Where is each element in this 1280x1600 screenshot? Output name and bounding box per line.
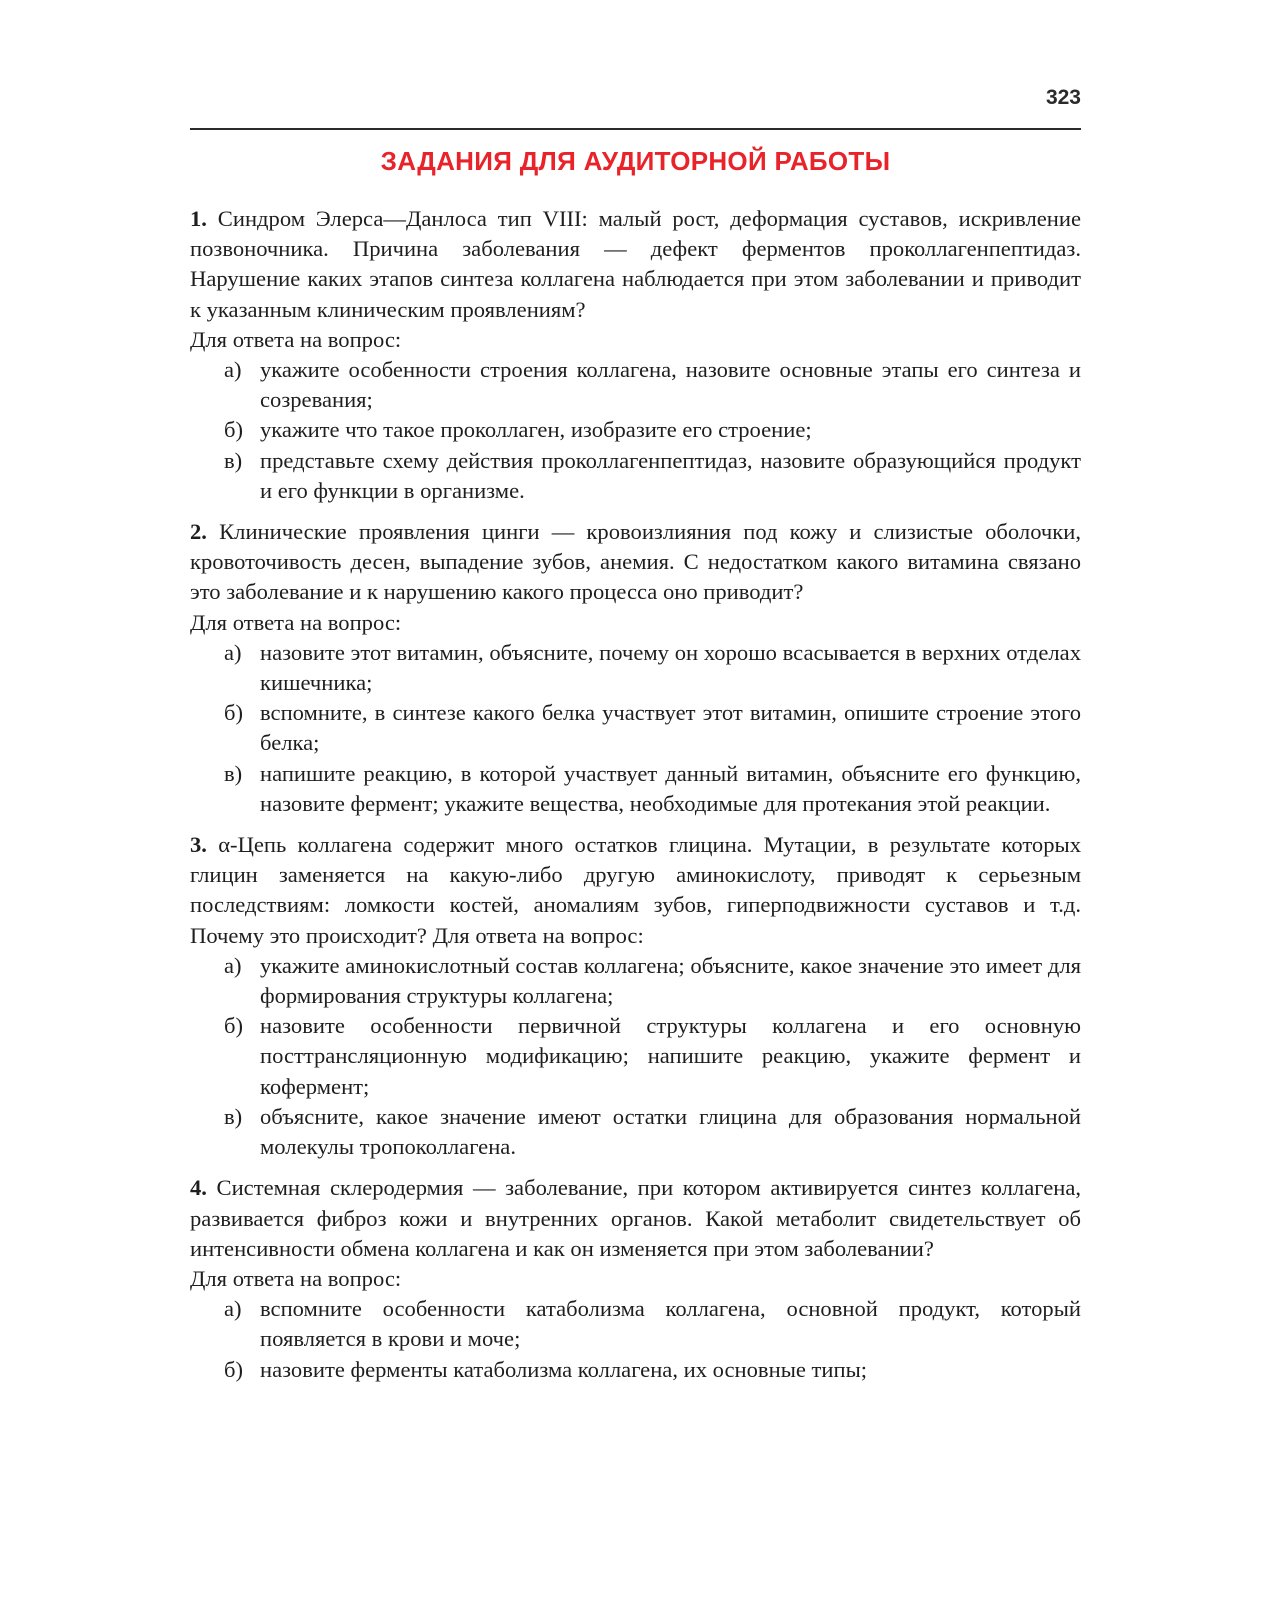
subitem-marker: б) (224, 1356, 244, 1382)
task-question (190, 517, 1081, 608)
tasks-content (190, 204, 1081, 1396)
task-2 (190, 517, 1081, 819)
task-question (190, 830, 1081, 951)
subitem-marker: а) (224, 952, 242, 978)
subitem (224, 1102, 1081, 1162)
task-hint: Для ответа на вопрос: (190, 609, 402, 635)
task-question-text: Системная склеродермия — заболевание, при котором активируется синтез коллагена, развивается фиброз кожи и внутренних органов. Какой метаболит свидетельствует об интенсивности обмена коллагена и как он изменяется при этом заболевании? (190, 1175, 1081, 1261)
subitem (224, 1011, 1081, 1102)
subitem-text: назовите особенности первичной структуры коллагена и его основную посттрансляционную модификацию; напишите реакцию, укажите фермент и кофермент; (260, 1013, 1081, 1099)
task-number: 1. (190, 206, 207, 231)
subitem (224, 638, 1081, 698)
task-question-text: α-Цепь коллагена содержит много остатков глицина. Мутации, в результате которых глицин заменяется на какую-либо другую аминокислоту, приводят к серьезным последствиям: ломкости костей, аномалиям зубов, гиперподвижности суставов и т.д. Почему это происходит? Для ответа на вопрос: (190, 832, 1081, 948)
task-question (190, 204, 1081, 325)
subitem (224, 951, 1081, 1011)
subitem-marker: б) (224, 1013, 244, 1039)
task-number: 2. (190, 519, 207, 545)
task-1 (190, 204, 1081, 506)
subitem-text: представьте схему действия проколлагенпептидаз, назовите образующийся продукт и его функции в организме. (260, 447, 1081, 503)
subitem (224, 446, 1081, 506)
subitem-text: укажите особенности строения коллагена, назовите основные этапы его синтеза и созревания; (260, 357, 1081, 413)
task-3 (190, 830, 1081, 1162)
task-number: 3. (190, 832, 207, 858)
subitem (224, 415, 1081, 445)
subitem (224, 1294, 1081, 1354)
task-subitems (190, 355, 1081, 506)
subitem-marker: а) (224, 1296, 242, 1322)
task-number: 4. (190, 1175, 207, 1201)
subitem (224, 759, 1081, 819)
subitem-text: укажите что такое проколлаген, изобразите его строение; (260, 417, 812, 443)
subitem (224, 698, 1081, 758)
subitem-text: вспомните, в синтезе какого белка участвует этот витамин, опишите строение этого белка; (260, 700, 1081, 756)
subitem-text: объясните, какое значение имеют остатки глицина для образования нормальной молекулы тропоколлагена. (260, 1103, 1081, 1160)
page-number: 323 (1045, 86, 1081, 109)
subitem-marker: а) (224, 639, 242, 665)
task-question-text: Клинические проявления цинги — кровоизлияния под кожу и слизистые оболочки, кровоточивость десен, выпадение зубов, анемия. С недостатком какого витамина связано это заболевание и к нарушению какого процесса оно приводит? (190, 519, 1081, 605)
task-hint: Для ответа на вопрос: (190, 1265, 402, 1291)
subitem (224, 1355, 1081, 1385)
subitem-text: укажите аминокислотный состав коллагена; объясните, какое значение это имеет для формирования структуры коллагена; (260, 952, 1081, 1009)
subitem-marker: а) (224, 357, 242, 383)
task-subitems (190, 1294, 1081, 1385)
task-question (190, 1173, 1081, 1264)
subitem-marker: б) (224, 700, 244, 726)
task-hint: Для ответа на вопрос: (190, 326, 402, 352)
subitem (224, 355, 1081, 415)
subitem-marker: в) (224, 760, 243, 786)
section-title: ЗАДАНИЯ ДЛЯ АУДИТОРНОЙ РАБОТЫ (380, 146, 891, 176)
subitem-text: назовите ферменты катаболизма коллагена, их основные типы; (260, 1356, 868, 1382)
task-subitems (190, 638, 1081, 819)
running-header (190, 86, 1081, 130)
task-4 (190, 1173, 1081, 1384)
subitem-marker: б) (224, 417, 244, 443)
task-subitems (190, 951, 1081, 1162)
subitem-marker: в) (224, 447, 243, 473)
subitem-text: напишите реакцию, в которой участвует данный витамин, объясните его функцию, назовите фермент; укажите вещества, необходимые для протекания этой реакции. (260, 760, 1081, 816)
subitem-marker: в) (224, 1103, 243, 1129)
subitem-text: вспомните особенности катаболизма коллагена, основной продукт, который появляется в крови и моче; (260, 1296, 1081, 1352)
subitem-text: назовите этот витамин, объясните, почему он хорошо всасывается в верхних отделах кишечника; (260, 639, 1081, 696)
task-question-text: Синдром Элерса—Данлоса тип VIII: малый рост, деформация суставов, искривление позвоночника. Причина заболевания — дефект ферментов проколлагенпептидаз. Нарушение каких этапов синтеза коллагена наблюдается при этом заболевании и приводит к указанным клиническим проявлениям? (190, 206, 1081, 322)
